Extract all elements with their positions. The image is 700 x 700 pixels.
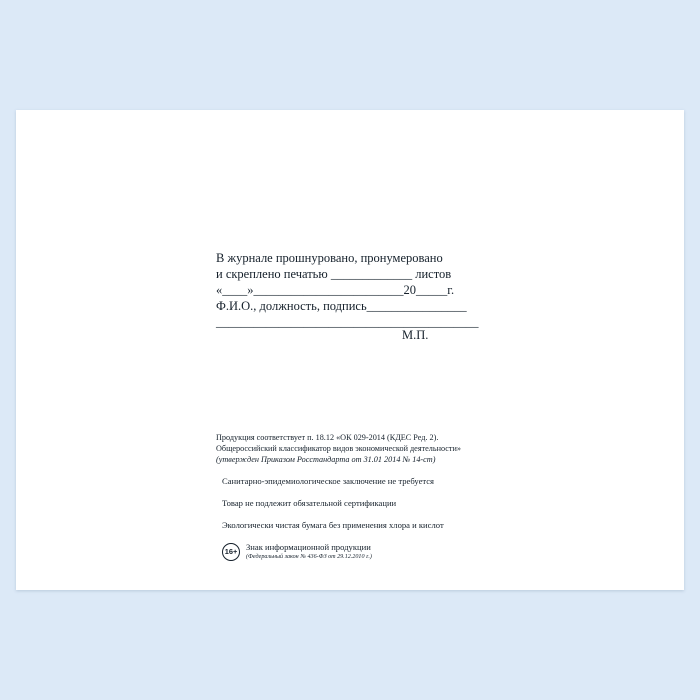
binding-statement-block [216, 250, 516, 330]
legal-notices-block [216, 432, 546, 561]
sanitary-notice: Санитарно-эпидемиологическое заключение не требуется [222, 476, 435, 486]
binding-date-line: «____»________________________20_____г. [216, 283, 455, 297]
certification-notice: Товар не подлежит обязательной сертификации [222, 498, 397, 508]
document-page [16, 110, 684, 590]
age-rating-badge-icon: 16+ [222, 543, 240, 561]
conformity-line-3: (утвержден Приказом Росстандарта от 31.01 2014 № 14-ст) [216, 455, 436, 464]
age-rating-text [246, 542, 372, 561]
age-rating-row [216, 542, 546, 561]
conformity-line-2: Общероссийский классификатор видов экономической деятельности» [216, 444, 461, 453]
conformity-line-1: Продукция соответствует п. 18.12 «ОК 029-2014 (КДЕС Ред. 2). [216, 433, 439, 442]
binding-line-1: В журнале прошнуровано, пронумеровано [216, 251, 443, 265]
age-rating-law-note: (Федеральный закон № 436-ФЗ от 29.12.2010 г.) [246, 554, 372, 560]
binding-blank-line: __________________________________________ [216, 315, 479, 329]
ecology-notice: Экологически чистая бумага без применения хлора и кислот [222, 520, 444, 530]
age-rating-title: Знак информационной продукции [246, 542, 371, 552]
seal-place-label: М.П. [402, 328, 429, 342]
page-content [16, 110, 684, 590]
binding-signature-line: Ф.И.О., должность, подпись________________ [216, 299, 467, 313]
binding-line-2: и скреплено печатью _____________ листов [216, 267, 452, 281]
